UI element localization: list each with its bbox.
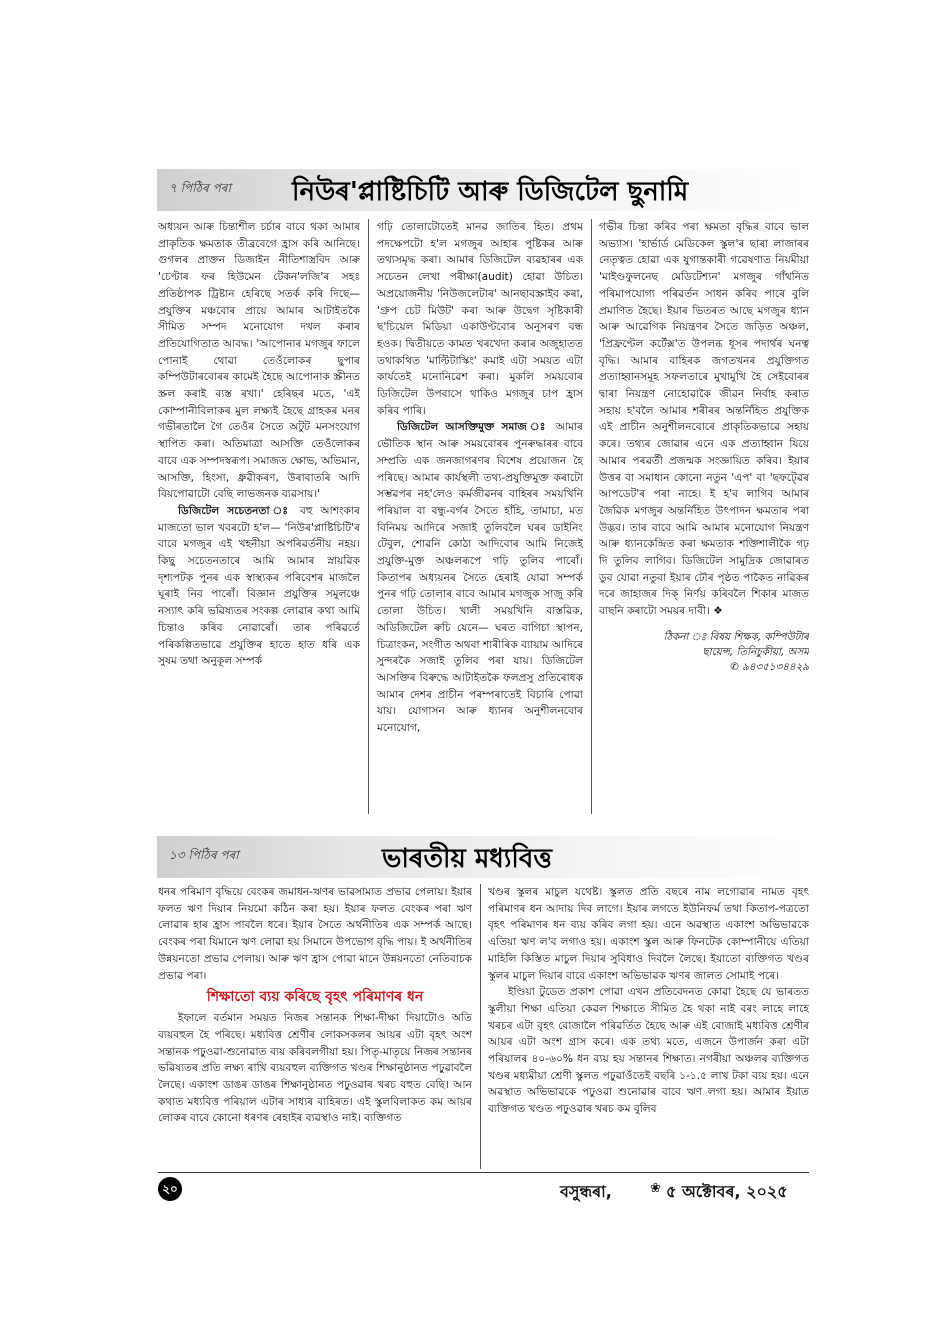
article1-header-band [157, 169, 809, 211]
article1-col2-para2 [377, 419, 583, 736]
article2-right-col [488, 884, 809, 1169]
article1-divider-2 [591, 219, 592, 814]
article1-col1 [158, 219, 360, 814]
article1-divider-1 [368, 219, 369, 814]
article2-divider [480, 884, 481, 1169]
author-address-line1: ঠিকনা ঃ বিষয় শিক্ষক, কম্পিউটাৰ [663, 630, 809, 643]
article1-col1-para2-text: বহু আশংকাৰ মাজতো ভাল খবৰটো হ'ল— 'নিউৰ'প্লাষ্টিচিটি'ৰ বাবে মগজুৰ এই খহনীয়া অপৰিৱৰ্তনীয় নহয়। কিছু সচেতনতাৰে আমি আমাৰ স্নায়ৱিক দৃশ্যপটক পুনৰ এক স্বাস্থ্যকৰ পৰিবেশৰ মাজলৈ ঘূৰাই নিব পাৰোঁ। বিজ্ঞান প্ৰযুক্তিৰ সমুলঞ্চে নস্যাৎ কৰি ভৱিষ্যতৰ সংকল্প লোৱাৰ কথা আমি চিন্তাও কৰিব নোৱাৰোঁ। তাৰ পৰিৱৰ্তে পৰিকল্পিতভাৱে প্ৰযুক্তিৰ হাতে হাত ধৰি এক সুষম তথা অনুকূল সম্পৰ্ক [158, 504, 360, 668]
article1-col2-para2-text: আমাৰ ভৌতিক স্থান আৰু সময়বোৰৰ পুনৰুদ্ধাৰৰ বাবে সম্প্ৰতি এক জনজাগৰণৰ বিশেষ প্ৰয়োজন হৈ পৰিছে। আমাৰ কাৰ্যস্থলী তথ্য-প্ৰযুক্তিমুক্ত কৰাটো সম্ভৱপৰ নহ'লেও কৰ্মজীৱনৰ বাহিৰৰ সময়খিনি পৰিয়াল বা বন্ধু-বৰ্গৰ সৈতে হাঁহি, তামাচা, মত বিনিময় আদিৰে সজাই তুলিবলৈ ঘৰৰ ডাইনিং টেবুল, শোৱনি কোঠা আদিবোৰ আমি নিজেই প্ৰযুক্তি-মুক্ত অঞ্চলৰূপে গঢ়ি তুলিব পাৰোঁ। কিতাপৰ অধ্যয়নৰ সৈতে হেৰাই যোৱা সম্পৰ্ক পুনৰ গঢ়ি তোলাৰ বাবে আমাৰ মগজুক সাজু কৰি তোলা উচিত। খালী সময়খিনি বাস্তৱিক, অডিজিটেল ৰুচি যেনে— ঘৰত বাগিচা স্থাপন, চিত্ৰাংকন, সংগীত অথবা শাৰীৰিক ব্যায়াম আদিৰে সুন্দৰকৈ সজাই তুলিব পৰা যায়। ডিজিটেল আসক্তিৰ বিৰুদ্ধে আটাইতকৈ ফলপ্ৰসু প্ৰতিৰোধক আমাৰ দেশৰ প্ৰাচীন পৰম্পৰাতেই বিচাৰি পোৱা যায়। যোগাসন আৰু ধ্যানৰ অনুশীলনবোৰ মনোযোগ, [377, 421, 583, 735]
article1-col2 [377, 219, 583, 814]
article1-subheading-awareness: ডিজিটেল সচেতনতা ঃ [178, 504, 293, 517]
article2-left-para1: ধনৰ পৰিমাণ বৃদ্ধিয়ে বেংকৰ জমাধন-ঋণৰ ভাৱসাম্যত প্ৰভাৱ পেলায়। ইয়াৰ ফলত ঋণ দিয়াৰ নিয়মো কঠিন কৰা হয়। ইয়াৰ ফলত বেংকৰ পৰা ঋণ লোৱাৰ হাৰ হ্ৰাস পাবলৈ ধৰে। ইয়াৰ সৈতে অৰ্থনীতিৰ এক সম্পৰ্ক আছে। বেংকৰ পৰা যিমানে ঋণ লোৱা হয় সিমানে উপভোগ বৃদ্ধি পায়। ই অৰ্থনীতিৰ উন্নয়নতো প্ৰভাৱ পেলায়। আৰু ঋণ হ্ৰাস পোৱা মানে উন্নয়নতো নেতিবাচক প্ৰভাৱ পৰা। [158, 886, 472, 982]
article1-col2-para1: গঢ়ি তোলাটোতেই মানৱ জাতিৰ হিত। প্ৰথম পদক্ষেপটো হ'ল মগজুৰ আহাৰ পুষ্টিকৰ আৰু তথ্যসমৃদ্ধ কৰা। আমাৰ ডিজিটেল ব্যৱহাৰৰ এক সচেতন লেখা পৰীক্ষা(audit) হোৱা উচিত। অপ্ৰয়োজনীয় 'নিউজলেটাৰ' আনছাবস্ক্ৰাইব কৰা, 'গ্ৰুপ চেট মিউট' কৰা আৰু উদ্বেগ সৃষ্টিকাৰী ছ'চিয়েল মিডিয়া একাউণ্টবোৰ অনুসৰণ বন্ধ হওক। দ্বিতীয়তে কামত খৰখেদা কৰাৰ অজুহাতত তথাকথিত 'মাল্টিটাস্কিং' কমাই এটা সময়ত এটা কাৰ্যতেই মনোনিৱেশ কৰা। মুকলি সময়বোৰ ডিজিটেল উপবাসে থাকিও মগজুৰ চাপ হ্ৰাস কৰিব পাৰি। [377, 221, 583, 417]
page-number: ২০ [158, 1177, 182, 1201]
article2-header-band [157, 836, 809, 878]
article2-subheading-education-cost: শিক্ষাতো ব্যয় কৰিছে বৃহৎ পৰিমাণৰ ধন [206, 989, 424, 1006]
article2-left-para2: ইফালে বৰ্তমান সময়ত নিজৰ সন্তানক শিক্ষা-দীক্ষা দিয়াটোও অতি ব্যয়বহুল হৈ পৰিছে। মধ্যবিত্ত শ্ৰেণীৰ লোকসকলৰ আয়ৰ এটা বৃহৎ অংশ সন্তানক পঢ়ুওৱা-শুনোৱাত ব্যয় কৰিবলগীয়া হয়। পিতৃ-মাতৃয়ে নিজৰ সন্তানৰ ভৱিষ্যতৰ প্ৰতি লক্ষ্য ৰাখি ব্যয়বহুল ব্যক্তিগত খণ্ডৰ শিক্ষানুষ্ঠানত পঢ়ুৱাবলৈ লৈছে। একাংশ ডাঙৰ ডাঙৰ শিক্ষানুষ্ঠানত পঢ়ুওৱাৰ খৰচ বহুত বেছি। আন কথাত মধ্যবিত্ত পৰিয়াল এটাৰ সাধ্যৰ বাহিৰত। এই স্কুলবিলাকত কম আয়ৰ লোকৰ বাবে কোনো ধৰণৰ ৰেহাইৰ ব্যৱস্থাও নাই। ব্যক্তিগত [158, 1012, 472, 1125]
article2-title: ভাৰতীয় মধ্যবিত্ত [382, 844, 552, 874]
issue-date: ৫ অক্টোবৰ, ২০২৫ [666, 1182, 788, 1201]
article1-col3 [599, 219, 809, 817]
article2-left-col [158, 884, 472, 1169]
article1-col1-para2 [158, 503, 360, 670]
author-address [599, 630, 809, 675]
footer-rule [158, 1172, 809, 1173]
article2-right-para1: খণ্ডৰ স্কুলৰ মাচুল যথেষ্ট। স্কুলত প্ৰতি বছৰে নাম লগোৱাৰ নামত বৃহৎ পৰিমাণৰ ধন আদায় দিব লাগে। ইয়াৰ লগতে ইউনিফৰ্ম তথা কিতাপ-পত্ৰতো বৃহৎ পৰিমাণৰ ধন ব্যয় কৰিব লগা হয়। এনে অৱস্থাত একাংশ অভিভাৱকে এতিয়া ঋণ ল'ব লগাও হয়। একাংশ স্কুল আৰু ফিনটেক কোম্পানীয়ে এতিয়া মাহিলি কিস্তিত মাচুল দিয়াৰ সুবিধাও দিবলৈ লৈছে। ইয়াতো ব্যক্তিগত খণ্ডৰ স্কুলৰ মাচুল দিয়াৰ বাবে একাংশ অভিভাৱক ঋণৰ জালত সোমাই পৰে। [488, 886, 809, 982]
article1-title: নিউৰ'প্লাষ্টিচিটি আৰু ডিজিটেল ছুনামি [292, 177, 689, 207]
article2-right-para2: ইণ্ডিয়া টুডেত প্ৰকাশ পোৱা এখন প্ৰতিবেদনত কোৱা হৈছে যে ভাৰতত স্কুলীয়া শিক্ষা এতিয়া কেৱল শিক্ষাতে সীমিত হৈ থকা নাই বৰং লাহে লাহে খৰচৰ এটা বৃহৎ বোজালৈ পৰিৱৰ্তিত হৈছে আৰু এই বোজাই মধ্যবিত্ত শ্ৰেণীৰ আয়ৰ এটা অংশ গ্ৰাস কৰে। এক তথ্য মতে, এজনে উপাৰ্জন কৰা এটা পৰিয়ালৰ ৪০-৬০% ধন ব্যয় হয় সন্তানৰ শিক্ষাত। নগৰীয়া অঞ্চলৰ ব্যক্তিগত খণ্ডৰ মধ্যমীয়া শ্ৰেণী স্কুলত পঢ়ুৱাওঁতেই বছৰি ১-১.৫ লাখ টকা ব্যয় হয়। এনে অৱস্থাত অভিভাৱকে পঢ়ুওৱা শুনোৱাৰ বাবে ঋণ লগা হয়। আমাৰ ইয়াত ব্যক্তিগত খণ্ডত পঢ়ুওৱাৰ খৰচ কম বুলিব [488, 986, 809, 1116]
publication-name: বসুন্ধৰা, [560, 1182, 612, 1201]
article2-continued-from: ১৩ পিঠিৰ পৰা [169, 848, 239, 862]
article1-continued-from: ৭ পিঠিৰ পৰা [169, 181, 231, 195]
article1-col3-para1: গভীৰ চিন্তা কৰিব পৰা ক্ষমতা বৃদ্ধিৰ বাবে ভাল অভ্যাস। 'হাৰ্ভাৰ্ড মেডিকেল স্কুল'ৰ ছাৰা লাজাৰৰ নেতৃত্বত হোৱা এক যুগান্তকাৰী গৱেষণাত নিয়মীয়া 'মাইণ্ডফুলনেছ মেডিটেশ্যন' মগজুৰ গাঁথনিত পৰিমাপযোগ্য পৰিৱৰ্তন সাধন কৰিব পাৰে বুলি প্ৰমাণিত হৈছে। ইয়াৰ ভিতৰত আছে মগজুৰ ধ্যান আৰু আৱেগিক নিয়ন্ত্ৰণৰ সৈতে জড়িত অঞ্চল, 'প্ৰিফ্ৰণ্টেল কৰ্টেক্স'ত উপলব্ধ ধূসৰ পদাৰ্থৰ ঘনত্ব বৃদ্ধি। আমাৰ বাহিৰক জগতখনৰ প্ৰযুক্তিগত প্ৰত্যাহ্বানসমূহ সফলতাৰে মুখামুখি হৈ সেইবোৰৰ দ্বাৰা নিয়ন্ত্ৰণ নোহোৱাকৈ জীৱন নিৰ্বাহ কৰাত সহায় হ'বলৈ আমাৰ শৰীৰৰ অন্তৰ্নিহিত প্ৰযুক্তিক এই প্ৰাচীন অনুশীলনবোৰে প্ৰাকৃতিকভাৱে সহায় কৰে। তথ্যৰ জোৱাৰ এনে এক প্ৰত্যাহ্বান যিয়ে আমাৰ পৰৱৰ্তী প্ৰজন্মক সংজ্ঞায়িত কৰিব। ইয়াৰ উত্তৰ বা সমাধান কোনো নতুন 'এপ' বা 'ছফট্ৱেৰ আপডেট'ৰ পৰা নাহে। ই হ'ব লাগিব আমাৰ জৈৱিক মগজুৰ অন্তৰ্নিহিত উৎপাদন ক্ষমতাৰ পৰা উদ্ভব। তাৰ বাবে আমি আমাৰ মনোযোগ নিয়ন্ত্ৰণ আৰু ধ্যানকেন্দ্ৰিত কৰা ক্ষমতাক শক্তিশালীকৈ গঢ় দি তুলিব লাগিব। ডিজিটেল সামুদ্ৰিক জোৱাৰত ডুব যোৱা নতুবা ইয়াৰ ঢৌৰ পৃষ্ঠত পাকৈত নাৱিকৰ দৰে জাহাজৰ দিক্ নিৰ্ণয় কৰিবলৈ শিকাৰ মাজত বাছনি কৰাটো সময়ৰ দাবী। ❖ [599, 221, 809, 618]
article1-col1-para1: অধ্যয়ন আৰু চিন্তাশীল চৰ্চাৰ বাবে থকা আমাৰ প্ৰাকৃতিক ক্ষমতাক তীব্ৰবেগে হ্ৰাস কৰি আনিছে। গুগলৰ প্ৰাক্তন ডিজাইন নীতিশাস্ত্ৰবিদ আৰু 'চেণ্টাৰ ফৰ হিউমেন টেকন'লজি'ৰ সহঃ প্ৰতিষ্ঠাপক ট্ৰিষ্টান হেৰিছে সতৰ্ক কৰি দিছে— প্ৰযুক্তিৰ মঞ্চবোৰ প্ৰায়ে আমাৰ আটাইতকৈ সীমিত সম্পদ মনোযোগ দখল কৰাৰ প্ৰতিযোগিতাত আবদ্ধ। 'আপোনাৰ মগজুৰ ফালে পোনাই থোৱা তেওঁলোকৰ ছুপাৰ কম্পিউটাৰবোৰৰ কামেই হৈছে আপোনাক স্ক্ৰীনত স্ক্ৰল কৰাই ব্যস্ত ৰখা।' হেৰিছৰ মতে, 'এই কোম্পানীবিলাকৰ মুল লক্ষ্যই হৈছে গ্ৰাহকৰ মনৰ গভীৰতালৈ গৈ তেওঁৰ সৈতে অটুট মনসংযোগ স্থাপিত কৰা। অতিমাত্ৰা আসক্তি তেওঁলোকৰ বাবে এক সম্পদস্বৰূপ। সমাজত ক্ষোভ, অভিমান, আসক্তি, হিংসা, ধ্ৰুৱীকৰণ, উৰাবাতৰি আদি বিয়পোৱাটো বেছি লাভজনক ব্যৱসায়।' [158, 221, 360, 501]
article1-subheading-addiction-free: ডিজিটেল আসক্তিমুক্ত সমাজ ঃ [397, 421, 549, 434]
author-phone: ✆ ৯৪৩৫১৩৪৪২৯ [730, 660, 809, 673]
author-address-line2: ছায়েন্স, তিনিচুকীয়া, অসম [702, 645, 809, 658]
flower-ornament-icon: ❀ [650, 1181, 661, 1196]
